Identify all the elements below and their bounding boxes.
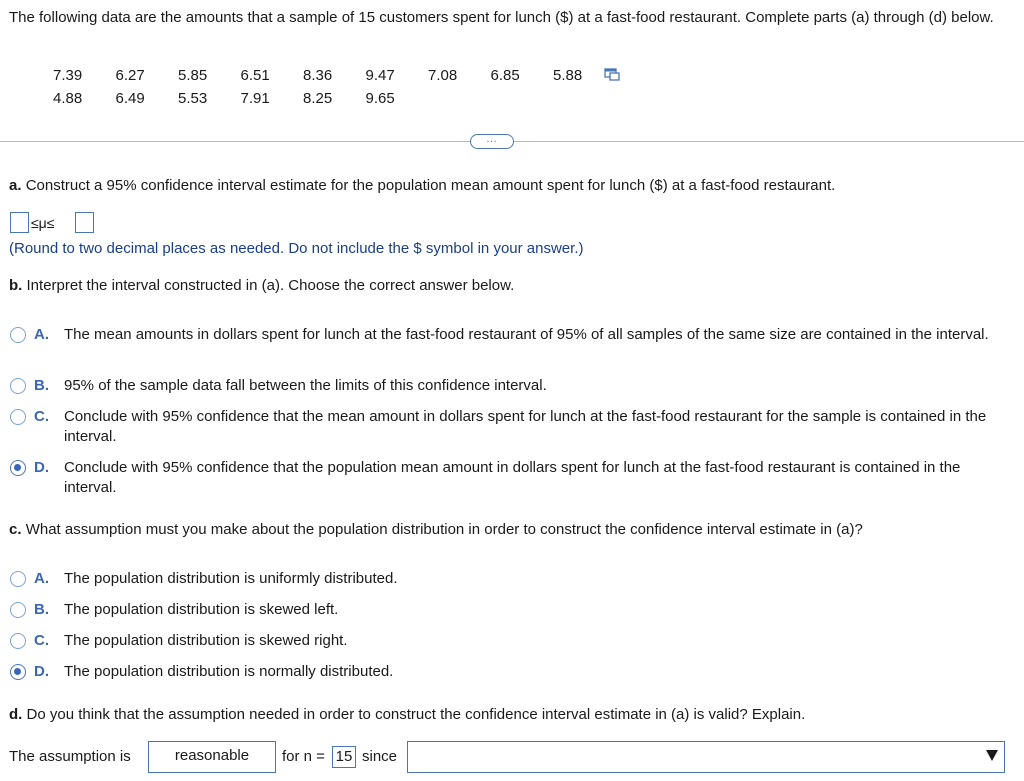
- part-c-question: [9, 520, 863, 540]
- option-letter: B.: [34, 377, 49, 394]
- part-b-text: Interpret the interval constructed in (a). Choose the correct answer below.: [26, 277, 515, 294]
- sample-size-input[interactable]: 15: [332, 746, 356, 768]
- option-letter: B.: [34, 601, 49, 618]
- data-cell: 5.85: [178, 67, 208, 84]
- option-text: 95% of the sample data fall between the limits of this confidence interval.: [64, 377, 547, 394]
- part-a-question: [9, 176, 835, 196]
- data-cell: 7.91: [240, 90, 270, 107]
- option-letter: C.: [34, 632, 49, 649]
- data-cell: 9.65: [365, 90, 395, 107]
- radio-button[interactable]: [10, 633, 26, 649]
- data-cell: 6.49: [115, 90, 145, 107]
- upper-bound-input[interactable]: [75, 212, 94, 233]
- mu-inequality: ≤μ≤: [31, 215, 55, 231]
- data-row: [53, 64, 616, 87]
- data-cell: 8.25: [303, 90, 333, 107]
- data-cell: 8.36: [303, 67, 333, 84]
- part-a-letter: a.: [9, 177, 22, 194]
- data-table: [53, 64, 616, 110]
- for-n-label: for n =: [282, 748, 325, 765]
- data-cell: 7.39: [53, 67, 83, 84]
- since-reason-dropdown[interactable]: [407, 741, 1005, 773]
- part-c-letter: c.: [9, 521, 22, 538]
- option-letter: C.: [34, 408, 49, 425]
- option-letter: A.: [34, 570, 49, 587]
- assumption-prefix: The assumption is: [9, 748, 131, 765]
- data-cell: 5.53: [178, 90, 208, 107]
- radio-button[interactable]: [10, 378, 26, 394]
- data-cell: 7.08: [428, 67, 458, 84]
- part-d-question: [9, 705, 805, 725]
- option-letter: A.: [34, 326, 49, 343]
- option-text: The population distribution is uniformly distributed.: [64, 570, 398, 587]
- lower-bound-input[interactable]: [10, 212, 29, 233]
- radio-button-selected[interactable]: [10, 664, 26, 680]
- show-more-button[interactable]: …: [470, 134, 514, 149]
- radio-button[interactable]: [10, 602, 26, 618]
- problem-intro: The following data are the amounts that a sample of 15 customers spent for lunch ($) at a fast-food restaurant. Complete parts (a) through (d) below.: [9, 9, 994, 26]
- option-text: The mean amounts in dollars spent for lunch at the fast-food restaurant of 95% of all samples of the same size are contained in the interval.: [64, 326, 989, 343]
- part-b-question: [9, 276, 514, 296]
- option-letter: D.: [34, 459, 49, 476]
- part-d-text: Do you think that the assumption needed in order to construct the confidence interval estimate in (a) is valid? Explain.: [26, 706, 806, 723]
- part-c-text: What assumption must you make about the population distribution in order to construct the confidence interval estimate in (a)?: [25, 521, 863, 538]
- part-a-text: Construct a 95% confidence interval estimate for the population mean amount spent for lunch ($) at a fast-food restaurant.: [25, 177, 836, 194]
- radio-button-selected[interactable]: [10, 460, 26, 476]
- radio-button[interactable]: [10, 571, 26, 587]
- part-d-letter: d.: [9, 706, 23, 723]
- option-letter: D.: [34, 663, 49, 680]
- rounding-hint: (Round to two decimal places as needed. Do not include the $ symbol in your answer.): [9, 240, 584, 257]
- radio-button[interactable]: [10, 409, 26, 425]
- data-cell: 6.51: [240, 67, 270, 84]
- option-text: Conclude with 95% confidence that the population mean amount in dollars spent for lunch at the fast-food restaurant is contained in the interval.: [64, 459, 961, 496]
- assumption-dropdown[interactable]: reasonable: [148, 741, 276, 773]
- data-row: [53, 87, 616, 110]
- data-cell: 4.88: [53, 90, 83, 107]
- data-cell: 6.85: [490, 67, 520, 84]
- copy-data-icon[interactable]: [604, 68, 620, 81]
- data-cell: 5.88: [553, 67, 583, 84]
- since-label: since: [362, 748, 398, 765]
- data-cell: 6.27: [115, 67, 145, 84]
- option-text: The population distribution is skewed left.: [64, 601, 339, 618]
- option-text: The population distribution is skewed right.: [64, 632, 348, 649]
- radio-button[interactable]: [10, 327, 26, 343]
- option-text: The population distribution is normally distributed.: [64, 663, 394, 680]
- data-cell: 9.47: [365, 67, 395, 84]
- dropdown-caret-icon[interactable]: [986, 750, 998, 761]
- part-b-letter: b.: [9, 277, 23, 294]
- option-text: Conclude with 95% confidence that the mean amount in dollars spent for lunch at the fast-food restaurant for the sample is contained in the interval.: [64, 408, 987, 445]
